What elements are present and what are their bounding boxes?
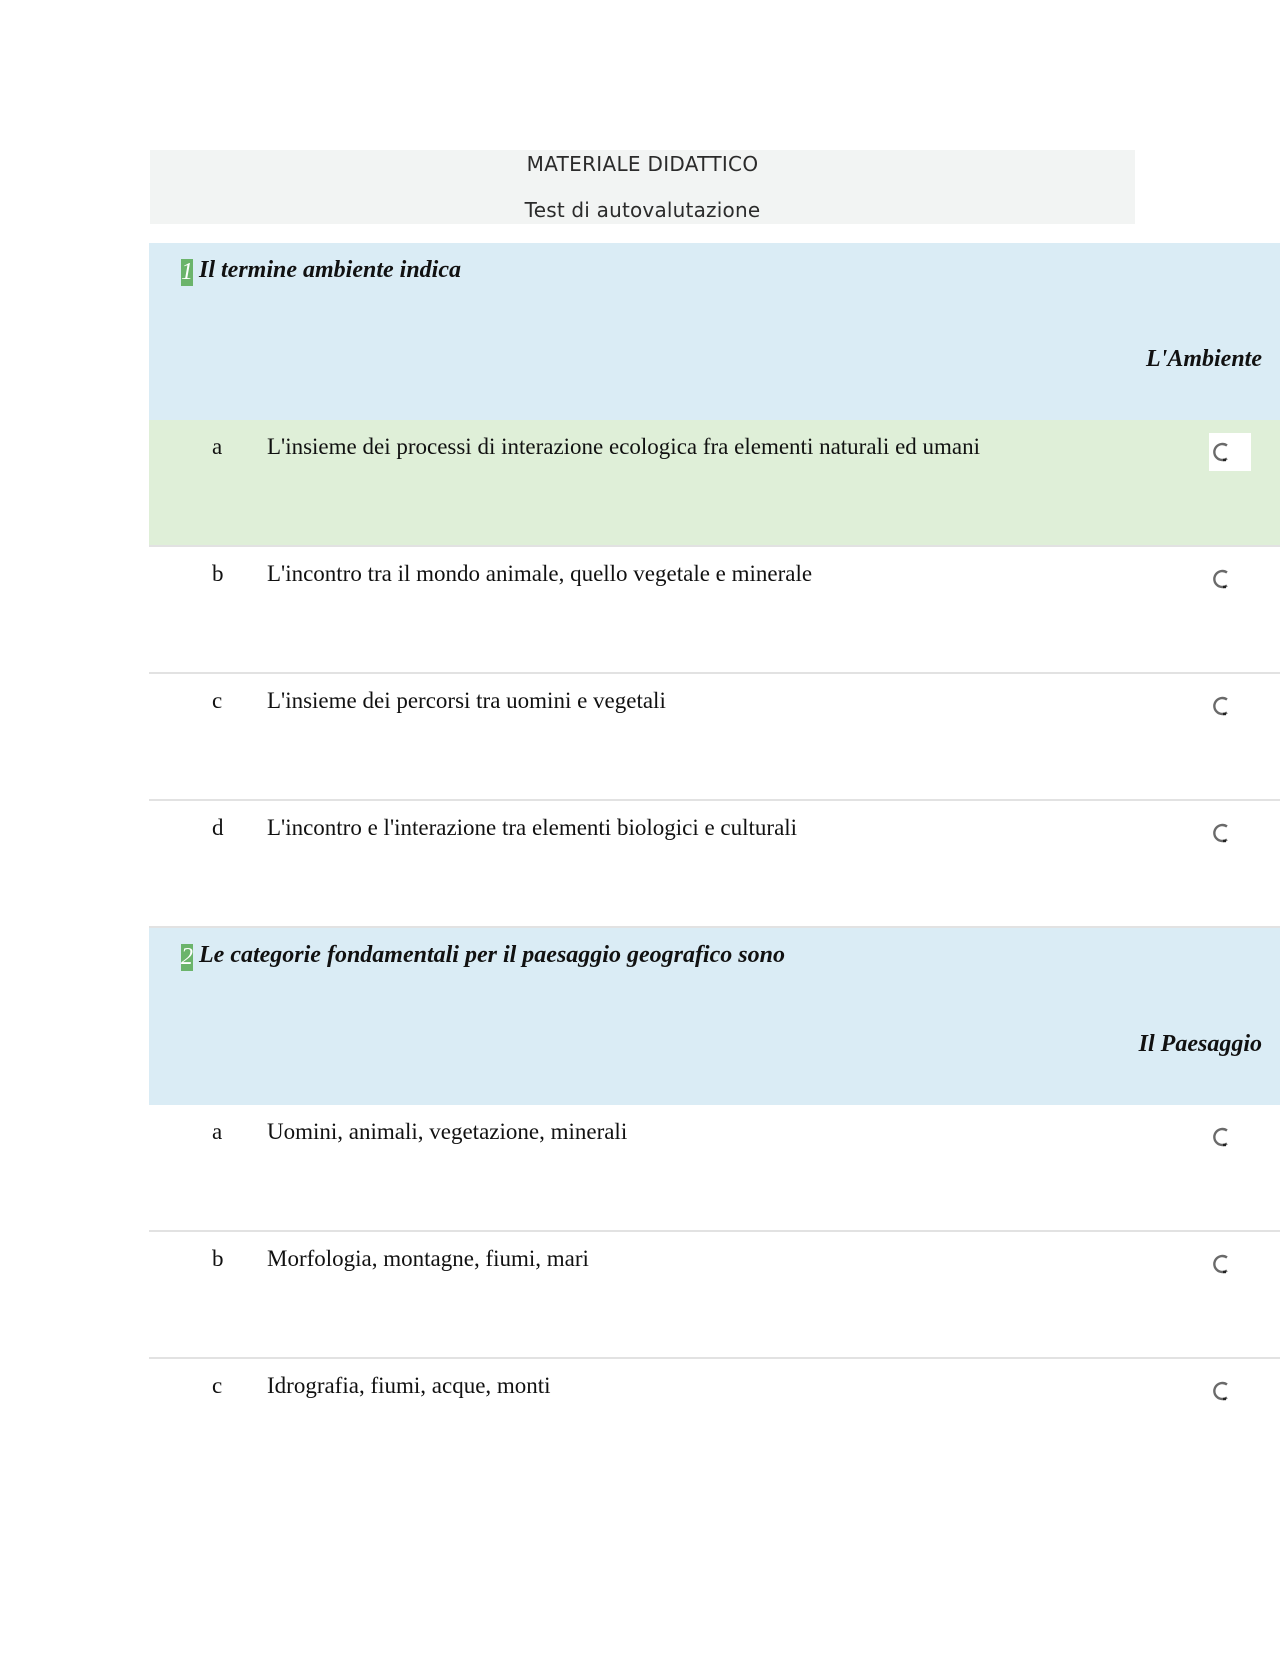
question-text: Le categorie fondamentali per il paesaggio geografico sono	[199, 942, 785, 968]
answer-text: Idrografia, fiumi, acque, monti	[267, 1373, 551, 1398]
question-text: Il termine ambiente indica	[199, 257, 461, 283]
answer-letter: d	[212, 815, 224, 840]
question-topic: L'Ambiente	[1146, 346, 1262, 372]
answer-option-q1-d[interactable]	[149, 801, 1280, 928]
answer-text: Uomini, animali, vegetazione, minerali	[267, 1119, 628, 1144]
answer-letter: c	[212, 688, 223, 713]
document-header	[150, 150, 1135, 224]
radio-button-icon	[1213, 1254, 1233, 1274]
radio-button-q2-b[interactable]	[1209, 1245, 1251, 1283]
question-topic: Il Paesaggio	[1138, 1031, 1262, 1057]
radio-button-q1-d[interactable]	[1209, 814, 1251, 852]
radio-button-icon	[1213, 696, 1233, 716]
radio-button-icon	[1213, 569, 1233, 589]
question-2	[149, 928, 1280, 1105]
answer-text: Morfologia, montagne, fiumi, mari	[267, 1246, 589, 1271]
answer-letter: a	[212, 434, 223, 459]
answer-option-q1-b[interactable]	[149, 547, 1280, 674]
radio-button-icon	[1213, 823, 1233, 843]
answer-text: L'insieme dei processi di interazione ecologica fra elementi naturali ed umani	[267, 434, 981, 459]
answer-letter: b	[212, 561, 224, 586]
answer-option-q1-a[interactable]	[149, 420, 1280, 547]
radio-button-icon	[1213, 1381, 1233, 1401]
answer-option-q2-a[interactable]	[149, 1105, 1280, 1232]
radio-button-q2-c[interactable]	[1209, 1372, 1251, 1410]
answer-text: L'insieme dei percorsi tra uomini e vegetali	[267, 688, 666, 713]
radio-button-q2-a[interactable]	[1209, 1118, 1251, 1156]
question-number-badge: 2	[181, 944, 193, 970]
radio-button-q1-a[interactable]	[1209, 433, 1251, 471]
question-number-badge: 1	[181, 259, 193, 285]
radio-button-q1-c[interactable]	[1209, 687, 1251, 725]
radio-button-icon	[1213, 442, 1233, 462]
answer-text: L'incontro e l'interazione tra elementi biologici e culturali	[267, 815, 798, 840]
answer-letter: b	[212, 1246, 224, 1271]
answer-letter: a	[212, 1119, 223, 1144]
answer-option-q2-c[interactable]	[149, 1359, 1280, 1486]
answer-option-q2-b[interactable]	[149, 1232, 1280, 1359]
question-1	[149, 243, 1280, 420]
radio-button-q1-b[interactable]	[1209, 560, 1251, 598]
answer-letter: c	[212, 1373, 223, 1398]
header-subtitle: Test di autovalutazione	[524, 198, 761, 222]
radio-button-icon	[1213, 1127, 1233, 1147]
header-title: MATERIALE DIDATTICO	[526, 152, 759, 176]
answer-option-q1-c[interactable]	[149, 674, 1280, 801]
answer-text: L'incontro tra il mondo animale, quello vegetale e minerale	[267, 561, 813, 586]
